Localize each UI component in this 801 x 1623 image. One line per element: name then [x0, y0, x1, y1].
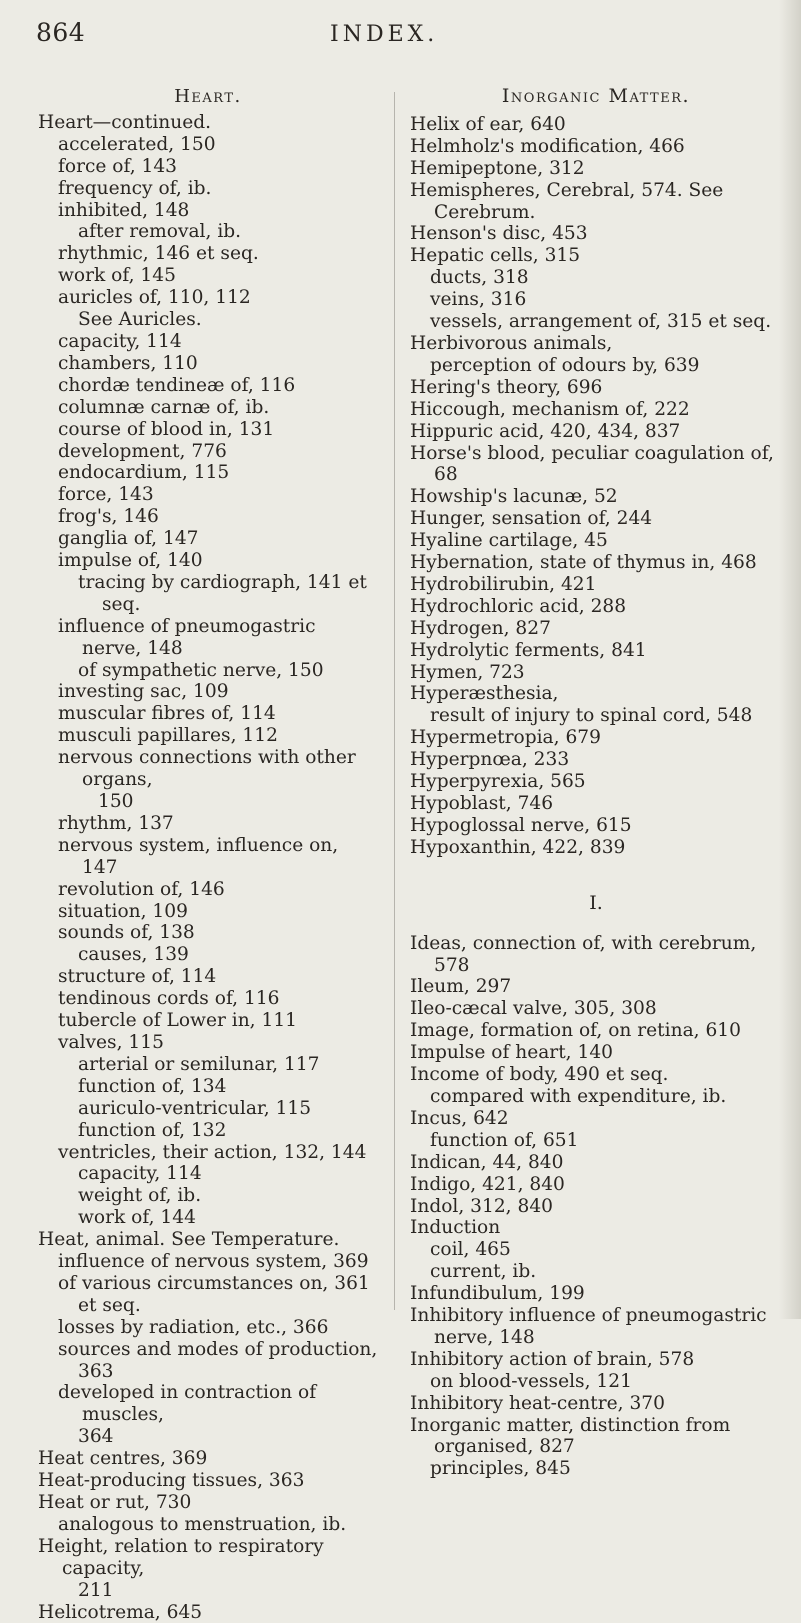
index-entry: principles, 845	[430, 1458, 571, 1480]
right-entries-list	[410, 114, 782, 859]
index-entry: Heat or rut, 730	[38, 1492, 192, 1513]
index-entry: of sympathetic nerve, 150	[78, 659, 324, 681]
index-entry: Incus, 642	[410, 1107, 509, 1129]
index-entry: Indol, 312, 840	[410, 1195, 553, 1217]
index-entry: Hippuric acid, 420, 434, 837	[410, 420, 681, 442]
index-entry: capacity, 114	[78, 1163, 202, 1185]
index-entry: Heat centres, 369	[38, 1448, 208, 1470]
index-entry: causes, 139	[78, 944, 189, 966]
index-entry: Hydrogen, 827	[410, 617, 551, 639]
index-entry: accelerated, 150	[58, 133, 216, 155]
index-entry: Indican, 44, 840	[410, 1151, 564, 1173]
index-entry: Heat-producing tissues, 363	[38, 1470, 305, 1492]
index-entry: result of injury to spinal cord, 548	[430, 705, 753, 727]
index-entry: muscular fibres of, 114	[58, 703, 276, 725]
index-entry: Hunger, sensation of, 244	[410, 508, 653, 530]
index-entry: revolution of, 146	[58, 878, 225, 900]
index-entry: Inorganic matter, distinction from organised, 827	[410, 1414, 731, 1458]
index-entry: Induction	[410, 1217, 501, 1239]
index-entry: 150	[98, 791, 134, 812]
index-entry: Hybernation, state of thymus in, 468	[410, 552, 757, 574]
page-number: 864	[36, 18, 86, 47]
index-entry: course of blood in, 131	[58, 418, 275, 440]
index-entry: Inhibitory action of brain, 578	[410, 1348, 695, 1370]
index-entry: Hyperpyrexia, 565	[410, 771, 586, 793]
index-entry: Hemispheres, Cerebral, 574. See Cerebrum.	[410, 179, 724, 223]
index-entry: function of, 132	[78, 1119, 227, 1141]
index-entry: rhythmic, 146 et seq.	[58, 243, 259, 265]
index-entry: on blood-vessels, 121	[430, 1370, 632, 1392]
index-entry: Ideas, connection of, with cerebrum, 578	[410, 932, 757, 976]
index-entry: Hypermetropia, 679	[410, 727, 601, 749]
index-entry: et seq.	[78, 1294, 141, 1316]
index-entry: ducts, 318	[430, 267, 529, 289]
column-divider	[394, 92, 395, 1310]
index-entry: weight of, ib.	[78, 1185, 202, 1207]
left-running-head: Heart.	[174, 86, 242, 107]
index-entry: coil, 465	[430, 1239, 511, 1261]
index-entry: Helix of ear, 640	[410, 113, 566, 135]
index-entry: losses by radiation, etc., 366	[58, 1316, 329, 1338]
left-entries-list	[38, 112, 378, 1623]
index-entry: structure of, 114	[58, 966, 217, 988]
index-entry: vessels, arrangement of, 315 et seq.	[430, 311, 772, 333]
index-entry: Hyaline cartilage, 45	[410, 530, 608, 552]
index-entry: Hiccough, mechanism of, 222	[410, 398, 690, 420]
index-entry: ventricles, their action, 132, 144	[58, 1141, 367, 1163]
index-entry: Income of body, 490 et seq.	[410, 1064, 669, 1086]
index-entry: Hymen, 723	[410, 661, 525, 683]
index-entry: force of, 143	[58, 155, 178, 177]
index-entry: auriculo-ventricular, 115	[78, 1097, 312, 1119]
index-entry: Hypoglossal nerve, 615	[410, 814, 632, 836]
index-entry: Helicotrema, 645	[38, 1601, 203, 1623]
index-entry: Infundibulum, 199	[410, 1283, 585, 1305]
index-entry: Henson's disc, 453	[410, 223, 588, 245]
index-entry: tendinous cords of, 116	[58, 988, 280, 1010]
index-entry: perception of odours by, 639	[430, 354, 700, 376]
index-entry: nervous system, influence on, 147	[58, 834, 339, 878]
index-entry: work of, 145	[58, 265, 176, 287]
index-entry: Image, formation of, on retina, 610	[410, 1020, 741, 1042]
left-column	[38, 86, 378, 1623]
index-entry: 211	[78, 1579, 114, 1601]
index-entry: Hypoxanthin, 422, 839	[410, 836, 626, 858]
index-entry: veins, 316	[430, 289, 527, 311]
index-entry: sounds of, 138	[58, 922, 195, 944]
index-entry: chordæ tendineæ of, 116	[58, 374, 296, 396]
index-entry: Herbivorous animals,	[410, 332, 613, 354]
index-entry: columnæ carnæ of, ib.	[58, 396, 270, 418]
index-entry: Hydrobilirubin, 421	[410, 573, 597, 595]
letter-heading: I.	[589, 891, 603, 914]
index-entry: Inhibitory influence of pneumogastric nerve, 148	[410, 1305, 767, 1348]
index-entry: after removal, ib.	[78, 221, 242, 243]
index-entry: valves, 115	[58, 1031, 164, 1053]
right-entries-i-list	[410, 933, 782, 1481]
index-entry: force, 143	[58, 484, 154, 506]
index-entry: auricles of, 110, 112	[58, 287, 251, 309]
index-entry: developed in contraction of muscles,	[58, 1382, 317, 1426]
index-entry: Hyperpnœa, 233	[410, 749, 570, 771]
index-entry: 364	[78, 1426, 114, 1448]
index-entry: ganglia of, 147	[58, 528, 199, 550]
index-entry: Ileum, 297	[410, 976, 512, 998]
right-column	[410, 86, 782, 1480]
right-running-head: Inorganic Matter.	[501, 85, 691, 107]
index-entry: Impulse of heart, 140	[410, 1042, 613, 1064]
index-entry: Hydrochloric acid, 288	[410, 595, 627, 617]
index-entry: situation, 109	[58, 900, 188, 922]
index-entry: Hyperæsthesia,	[410, 683, 559, 705]
index-entry: Inhibitory heat-centre, 370	[410, 1392, 665, 1414]
index-entry: Howship's lacunæ, 52	[410, 486, 618, 508]
index-entry: Hypoblast, 746	[410, 793, 554, 814]
index-entry: influence of pneumogastric nerve, 148	[58, 615, 316, 659]
page-title: INDEX.	[330, 22, 439, 47]
index-entry: capacity, 114	[58, 330, 182, 352]
index-entry: analogous to menstruation, ib.	[58, 1513, 347, 1535]
index-entry: Height, relation to respiratory capacity,	[38, 1535, 324, 1579]
index-entry: Horse's blood, peculiar coagulation of, 68	[410, 442, 774, 486]
index-entry: of various circumstances on, 361	[58, 1272, 370, 1294]
index-entry: compared with expenditure, ib.	[430, 1085, 727, 1107]
index-entry: nervous connections with other organs,	[58, 747, 356, 791]
index-entry: sources and modes of production,	[58, 1338, 378, 1360]
index-entry: development, 776	[58, 440, 227, 462]
index-entry: frog's, 146	[58, 506, 159, 528]
index-entry: tracing by cardiograph, 141 et seq.	[78, 571, 367, 615]
index-entry: chambers, 110	[58, 352, 198, 374]
index-entry: Ileo-cæcal valve, 305, 308	[410, 998, 657, 1020]
index-entry: endocardium, 115	[58, 462, 230, 484]
index-entry: rhythm, 137	[58, 812, 174, 834]
index-entry: Hydrolytic ferments, 841	[410, 639, 647, 661]
index-entry: Heat, animal. See Temperature.	[38, 1229, 340, 1251]
index-entry: Hemipeptone, 312	[410, 157, 585, 179]
index-entry: function of, 134	[78, 1075, 227, 1097]
index-entry: arterial or semilunar, 117	[78, 1053, 320, 1075]
index-entry: 363	[78, 1360, 114, 1382]
index-entry: function of, 651	[430, 1129, 579, 1151]
index-entry: current, ib.	[430, 1261, 537, 1283]
page-edge-shadow	[779, 0, 801, 1319]
index-entry: impulse of, 140	[58, 550, 203, 572]
index-entry: tubercle of Lower in, 111	[58, 1010, 297, 1032]
index-entry: influence of nervous system, 369	[58, 1251, 369, 1273]
index-entry: Indigo, 421, 840	[410, 1173, 565, 1195]
index-entry: musculi papillares, 112	[58, 725, 278, 747]
index-entry: work of, 144	[78, 1207, 196, 1229]
index-entry: Hepatic cells, 315	[410, 245, 581, 267]
index-entry: frequency of, ib.	[58, 177, 212, 199]
index-entry: investing sac, 109	[58, 681, 229, 703]
index-entry: Helmholz's modification, 466	[410, 135, 685, 157]
index-entry: Hering's theory, 696	[410, 376, 603, 398]
index-entry: inhibited, 148	[58, 199, 190, 221]
index-entry: See Auricles.	[78, 309, 202, 331]
index-entry: Heart—continued.	[38, 111, 212, 133]
